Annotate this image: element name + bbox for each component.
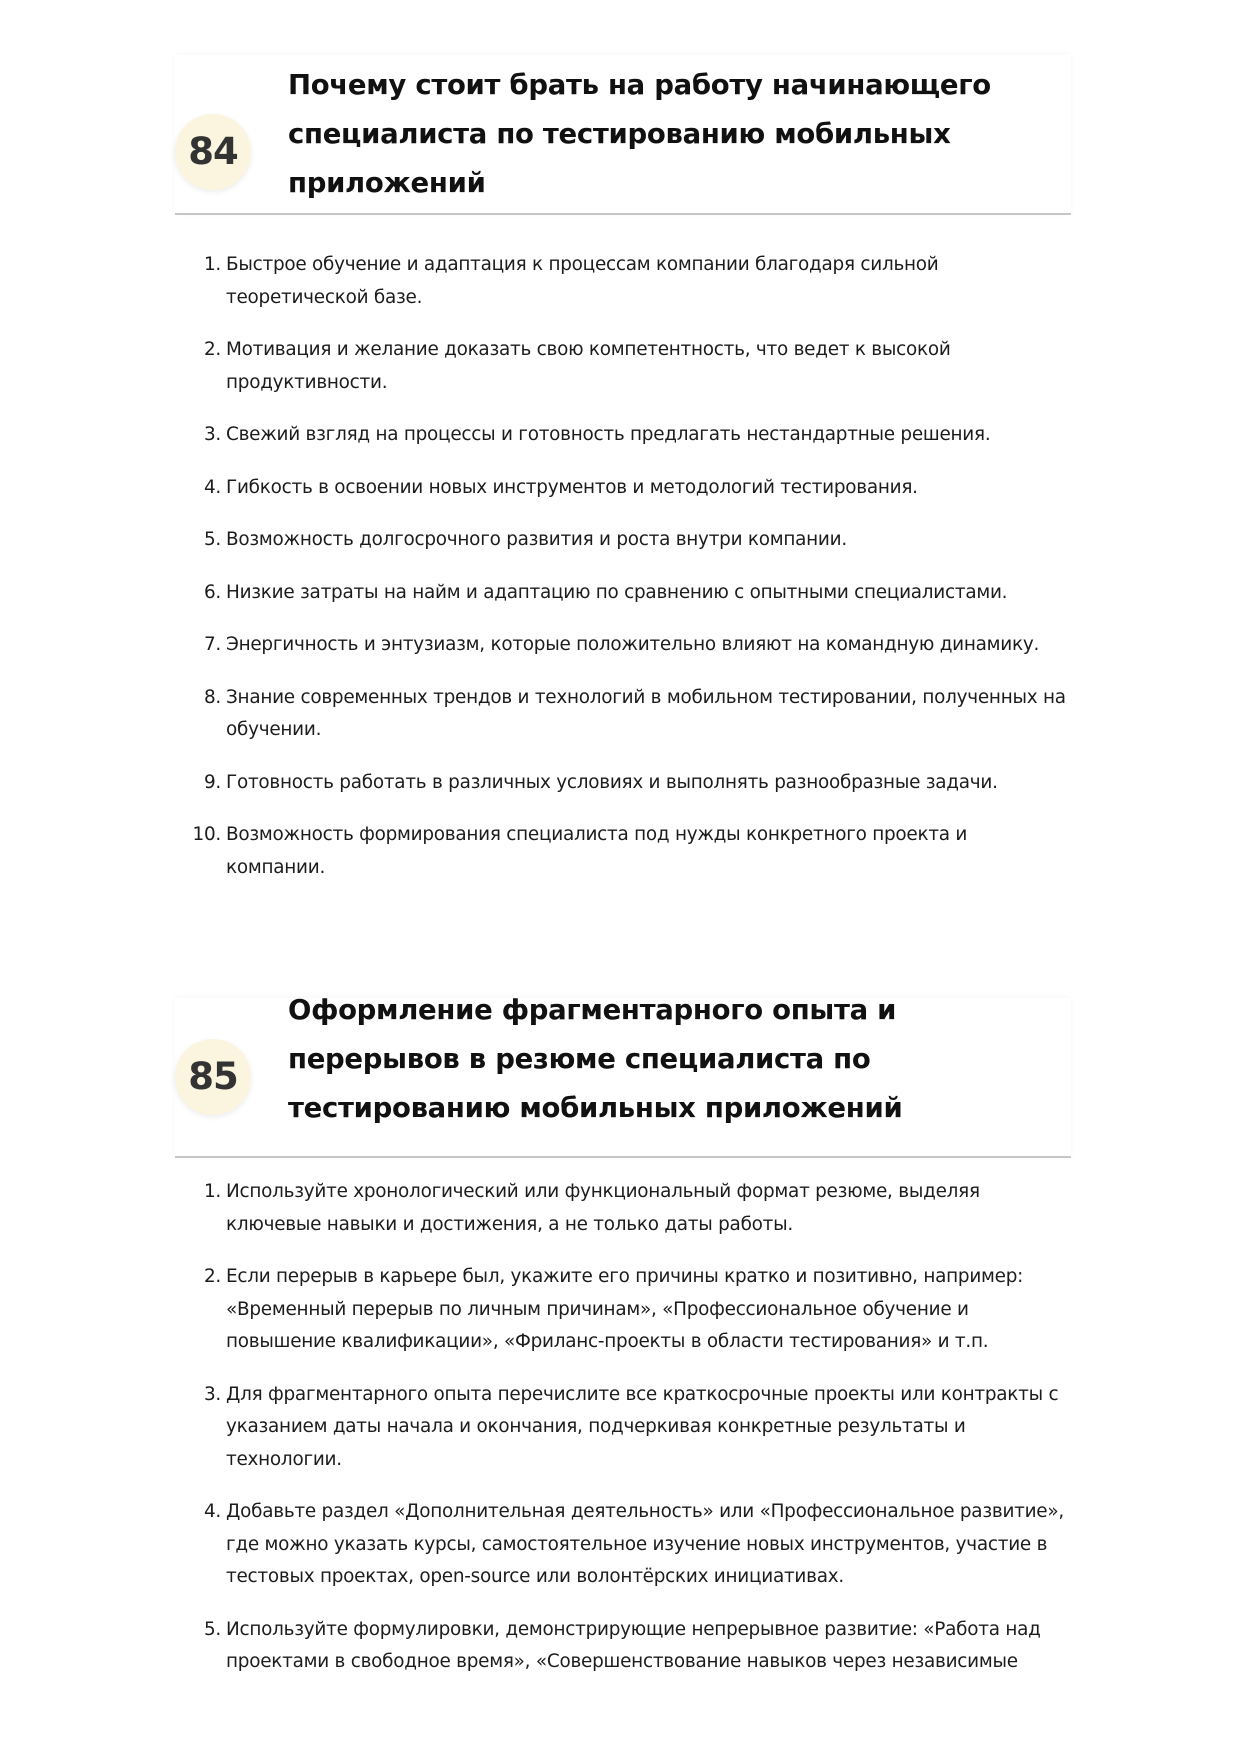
list-item <box>175 524 1071 557</box>
list-item-text: Используйте хронологический или функциональный формат резюме, выделяя ключевые навыки и достижения, а не только даты работы. <box>226 1181 980 1235</box>
section-header <box>175 994 1071 1158</box>
section-number-badge: 84 <box>175 114 251 190</box>
list-marker: 3. <box>203 424 221 445</box>
list-item-text: Добавьте раздел «Дополнительная деятельность» или «Профессиональное развитие», где можно указать курсы, самостоятельное изучение новых инструментов, участие в тестовых проектах, open-source или волонтёрских инициативах. <box>226 1501 1064 1587</box>
list-marker: 4. <box>203 1501 221 1522</box>
list-item-text: Низкие затраты на найм и адаптацию по сравнению с опытными специалистами. <box>226 581 1008 603</box>
list-item-text: Гибкость в освоении новых инструментов и методологий тестирования. <box>226 476 918 498</box>
list-item-text: Свежий взгляд на процессы и готовность предлагать нестандартные решения. <box>226 424 991 445</box>
list-marker: 5. <box>203 1618 221 1640</box>
list-item <box>175 767 1071 800</box>
list-item <box>175 1496 1071 1594</box>
list-marker: 10. <box>192 824 221 845</box>
section-title: Оформление фрагментарного опыта и перерывов в резюме специалиста по тестированию мобильных приложений <box>288 994 903 1124</box>
list-marker: 5. <box>203 529 221 550</box>
list-marker: 4. <box>203 476 221 498</box>
list-marker: 7. <box>203 634 221 655</box>
list-item <box>175 249 1071 314</box>
list-item <box>175 419 1071 452</box>
section-number-badge: 85 <box>175 1039 251 1115</box>
list-item <box>175 819 1071 884</box>
list-item <box>175 1176 1071 1241</box>
list-item <box>175 334 1071 399</box>
list-item <box>175 1614 1071 1679</box>
list-marker: 1. <box>203 254 221 275</box>
numbered-list <box>175 1176 1071 1679</box>
list-item-text: Готовность работать в различных условиях и выполнять разнообразные задачи. <box>226 771 998 793</box>
list-marker: 9. <box>203 771 221 793</box>
section-85 <box>175 994 1071 1672</box>
list-item-text: Используйте формулировки, демонстрирующие непрерывное развитие: «Работа над проектами в свободное время», «Совершенствование навыков через независимые <box>226 1618 1041 1672</box>
list-item <box>175 682 1071 747</box>
list-item <box>175 1261 1071 1359</box>
list-marker: 1. <box>203 1181 221 1202</box>
list-item-text: Мотивация и желание доказать свою компетентность, что ведет к высокой продуктивности. <box>226 339 951 393</box>
section-title: Почему стоит брать на работу начинающего специалиста по тестированию мобильных приложений <box>288 69 991 199</box>
list-marker: 6. <box>203 581 221 603</box>
section-84 <box>175 55 1071 878</box>
list-item-text: Энергичность и энтузиазм, которые положительно влияют на командную динамику. <box>226 634 1040 655</box>
list-item <box>175 472 1071 505</box>
list-item-text: Быстрое обучение и адаптация к процессам компании благодаря сильной теоретической базе. <box>226 254 939 308</box>
list-item-text: Для фрагментарного опыта перечислите все краткосрочные проекты или контракты с указанием даты начала и окончания, подчеркивая конкретные результаты и технологии. <box>226 1383 1059 1470</box>
section-header <box>175 55 1071 215</box>
list-marker: 3. <box>203 1383 221 1405</box>
list-item <box>175 577 1071 610</box>
list-item-text: Возможность формирования специалиста под нужды конкретного проекта и компании. <box>226 824 968 878</box>
list-marker: 2. <box>203 1266 221 1287</box>
list-marker: 2. <box>203 339 221 360</box>
list-marker: 8. <box>203 686 221 708</box>
list-item <box>175 1379 1071 1477</box>
list-item-text: Знание современных трендов и технологий в мобильном тестировании, полученных на обучении. <box>226 686 1066 740</box>
numbered-list <box>175 249 1071 884</box>
list-item-text: Возможность долгосрочного развития и роста внутри компании. <box>226 529 847 550</box>
list-item-text: Если перерыв в карьере был, укажите его причины кратко и позитивно, например: «Временный перерыв по личным причинам», «Профессиональное обучение и повышение квалификации», «Фриланс-проекты в области тестирования» и т.п. <box>226 1266 1024 1352</box>
list-item <box>175 629 1071 662</box>
